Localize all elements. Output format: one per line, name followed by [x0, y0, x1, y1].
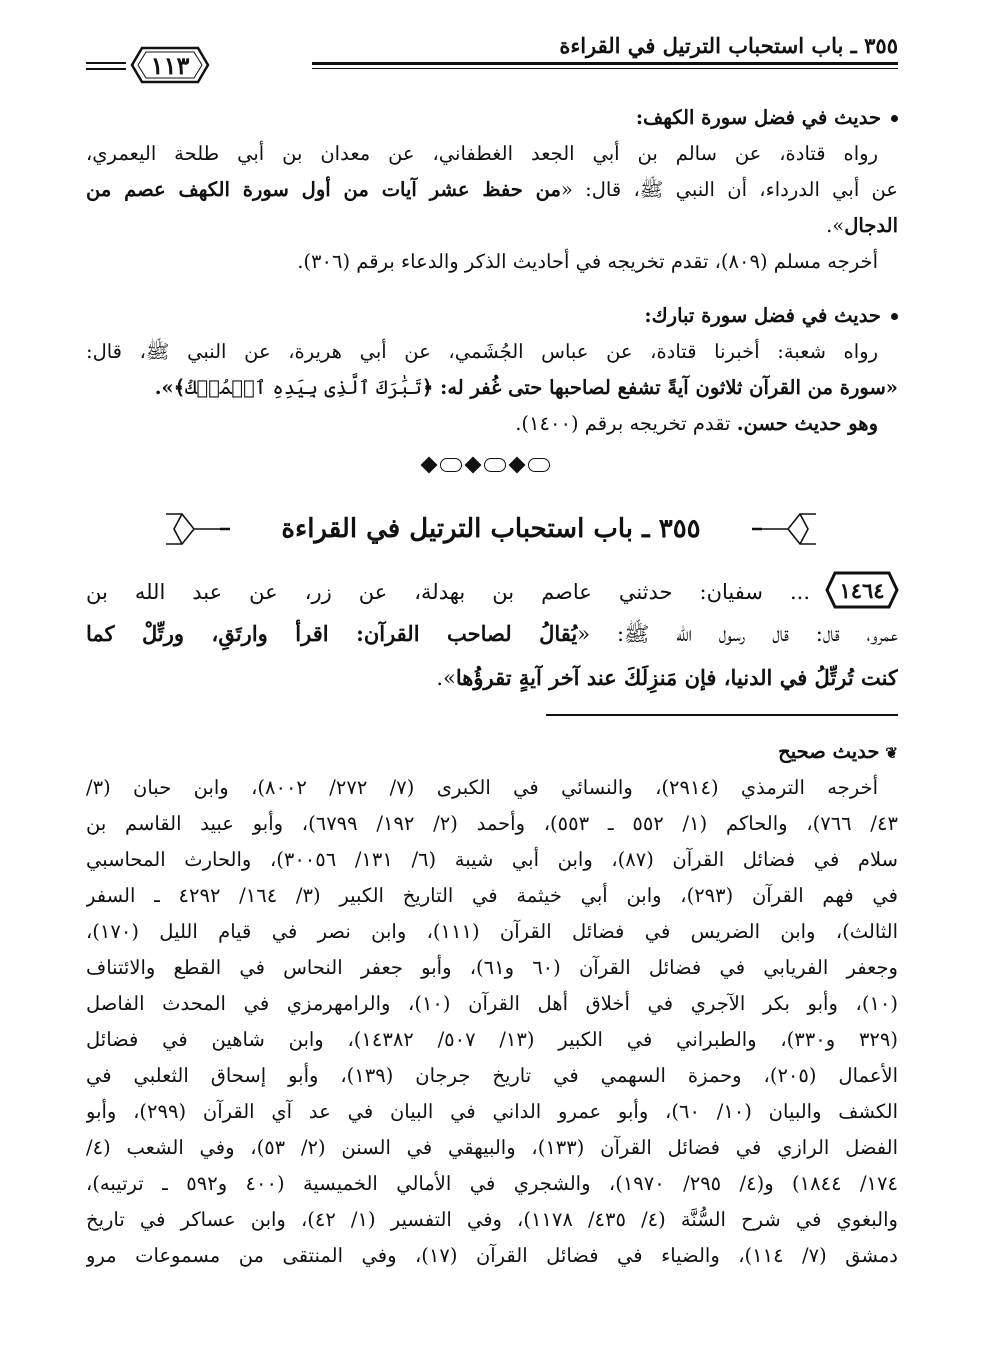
- leaf-icon: ❦: [885, 744, 898, 762]
- text-line: رواه شعبة: أخبرنا قتادة، عن عباس الجُشَمي، عن أبي هريرة، عن النبي ﷺ، قال:: [86, 340, 878, 363]
- bullet-icon: [891, 313, 898, 320]
- takhrij-line: دمشق (٧/ ١١٤)، والضياء في فضائل القرآن (١٧)، وفي المنتقى من مسموعات مرو: [86, 1244, 898, 1267]
- takhrij-line: الثالث)، وابن الضريس في فضائل القرآن (١١١)، وابن نصر في قيام الليل (١٧٠)،: [86, 920, 898, 943]
- footnote-separator: [546, 714, 898, 716]
- takhrij-line: ٤٣/ ٧٦٦)، والحاكم (١/ ٥٥٢ ـ ٥٥٣)، وأحمد (٢/ ١٩٢/ ٦٧٩٩)، وأبو عبيد القاسم بن: [86, 812, 898, 835]
- takhrij-line: (١٠)، وأبو بكر الآجري في أخلاق أهل القرآن (١٠)، والرامهرمزي في المحدث الفاصل: [86, 992, 898, 1015]
- header-rule-thick: [312, 62, 898, 65]
- page-number-cartouche: [128, 42, 212, 88]
- ornate-bracket-left-icon: [160, 506, 230, 552]
- ornament-divider: [420, 458, 550, 472]
- takhrij-line: وجعفر الفريابي في فضائل القرآن (٦٠ و٦١)، وأبو جعفر النحاس في القطع والائتناف: [86, 956, 898, 979]
- takhrij-line: ١٧٤/ ١٨٤٤) و(٤/ ٢٩٥/ ١٩٧٠)، والشجري في الأمالي الخميسية (٤٠٠ و٥٩٢ ـ ترتيبه)،: [86, 1172, 898, 1195]
- takhrij-line: (٣٢٩ و٣٣٠)، والطبراني في الكبير (١٣/ ٥٠٧/ ١٤٣٨٢)، وابن شاهين في فضائل: [86, 1028, 898, 1051]
- chapter-title: ٣٥٥ ـ باب استحباب الترتيل في القراءة: [281, 514, 701, 544]
- section-heading-tabarak: حديث في فضل سورة تبارك:: [86, 298, 898, 334]
- takhrij-line: الكشف والبيان (١٠/ ٦٠)، وأبو عمرو الداني في البيان في عد آي القرآن (٢٩٩)، وأبو: [86, 1100, 898, 1123]
- takhrij-line: الأعمال (٢٠٥)، وحمزة السهمي في تاريخ جرجان (١٣٩)، وأبو إسحاق الثعلبي في: [86, 1064, 898, 1087]
- flower-ornament-icon: [528, 458, 550, 472]
- text-line: كنت تُرتِّلُ في الدنيا، فإن مَنزِلَكَ عند آخر آيةٍ تقرؤُها».: [436, 665, 898, 690]
- text-line: عمرو، قال: قال رسول الله ﷺ: «يُقالُ لصاحب القرآن: اقرأ وارتَقِ، ورتِّلْ كما: [86, 621, 898, 646]
- diamond-ornament-icon: [465, 457, 482, 474]
- page-number: ١١٣: [150, 50, 190, 80]
- flower-ornament-icon: [484, 458, 506, 472]
- running-title: ٣٥٥ ـ باب استحباب الترتيل في القراءة: [559, 33, 898, 58]
- chapter-heading: [160, 506, 822, 552]
- section-kahf: [86, 100, 898, 280]
- text-line: ... سفيان: حدثني عاصم بن بهدلة، عن زر، عن عبد الله بن: [86, 580, 810, 604]
- takhrij-line: أخرجه الترمذي (٢٩١٤)، والنسائي في الكبرى (٧/ ٢٧٢/ ٨٠٠٢)، وابن حبان (٣/: [86, 776, 878, 799]
- diamond-ornament-icon: [421, 457, 438, 474]
- header-left-rules: [86, 62, 126, 74]
- text-line: «سورة من القرآن ثلاثون آيةً تشفع لصاحبها حتى غُفر له: ﴿تَبَٰرَكَ ٱلَّذِى بِيَدِهِ ٱلۡمُلۡكُ﴾».: [154, 376, 898, 399]
- text-line: الدجال».: [826, 214, 898, 237]
- diamond-ornament-icon: [509, 457, 526, 474]
- text-line: رواه قتادة، عن سالم بن أبي الجعد الغطفاني، عن معدان بن أبي طلحة اليعمري،: [86, 142, 878, 165]
- flower-ornament-icon: [440, 458, 462, 472]
- takhrij-block: [86, 734, 898, 1274]
- grade-heading: ❦حديث صحيح: [86, 734, 898, 770]
- takhrij-line: في فهم القرآن (٢٩٣)، وابن أبي خيثمة في التاريخ الكبير (٣/ ١٦٤/ ٤٢٩٢ ـ السفر: [86, 884, 898, 907]
- takhrij-line: والبغوي في شرح السُّنَّة (٤/ ٤٣٥/ ١١٧٨)، وفي التفسير (١/ ٤٢)، وابن عساكر في تاريخ: [86, 1208, 898, 1231]
- takhrij-line: سلام في فضائل القرآن (٨٧)، وابن أبي شيبة (٦/ ١٣١/ ٣٠٠٥٦)، والحارث المحاسبي: [86, 848, 898, 871]
- bullet-icon: [891, 115, 898, 122]
- ornate-bracket-right-icon: [752, 506, 822, 552]
- header-rule-thin: [312, 68, 898, 69]
- takhrij-line: الفضل الرازي في فضائل القرآن (١٣٣)، والبيهقي في السنن (٢/ ٥٣)، وفي الشعب (٤/: [86, 1136, 898, 1159]
- section-heading-kahf: حديث في فضل سورة الكهف:: [86, 100, 898, 136]
- hadith-number: ١٤٦٤: [839, 577, 885, 603]
- text-line: وهو حديث حسن. تقدم تخريجه برقم (١٤٠٠).: [515, 412, 878, 435]
- text-line: عن أبي الدرداء، أن النبي ﷺ، قال: «من حفظ عشر آيات من أول سورة الكهف عصم من: [86, 178, 898, 201]
- hadith-text: [86, 572, 898, 700]
- text-line: أخرجه مسلم (٨٠٩)، تقدم تخريجه في أحاديث الذكر والدعاء برقم (٣٠٦).: [297, 250, 878, 273]
- section-tabarak: [86, 298, 898, 442]
